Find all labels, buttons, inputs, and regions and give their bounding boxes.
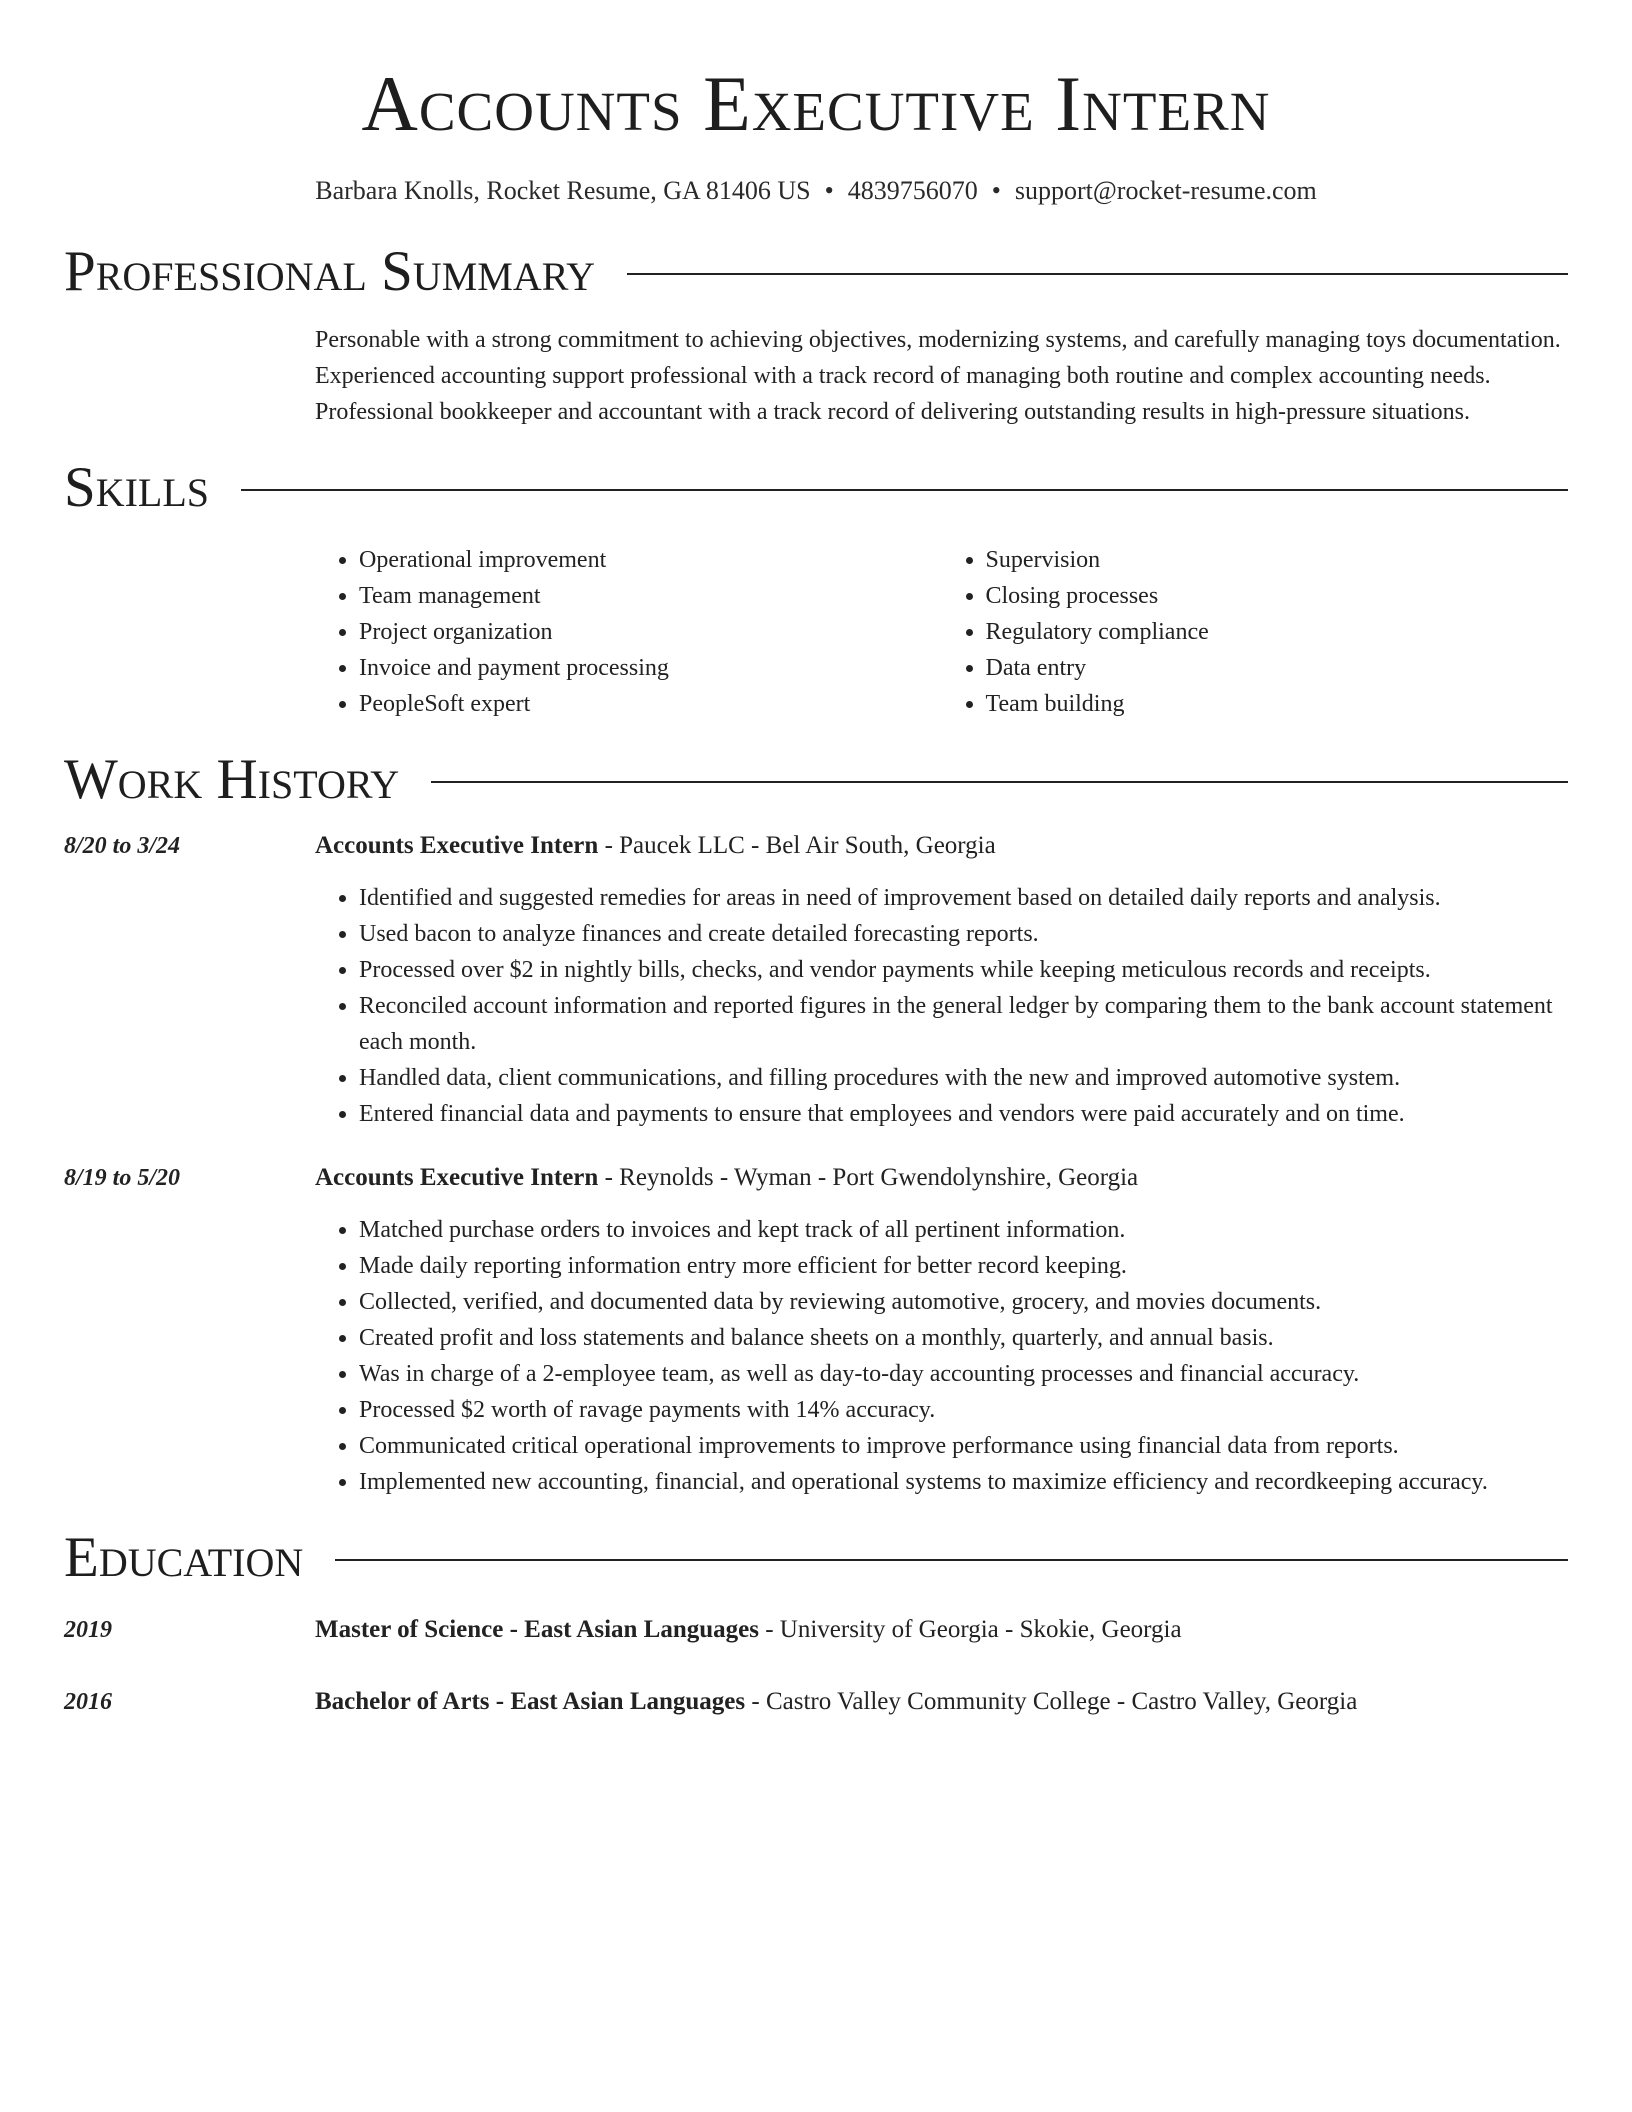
job-bullets (315, 880, 1568, 1132)
job-bullet: • Processed $2 worth of ravage payments with 14% accuracy. (359, 1392, 1488, 1428)
education-details: - Castro Valley Community College - Castro Valley, Georgia (745, 1688, 1358, 1715)
education-details: - University of Georgia - Skokie, Georgia (758, 1616, 1182, 1643)
section-divider (335, 1559, 1568, 1561)
contact-separator: • (991, 176, 1001, 205)
education-year: 2019 (64, 1617, 112, 1643)
education-section-header (64, 1526, 1568, 1590)
contact-address: Barbara Knolls, Rocket Resume, GA 81406 US (315, 176, 811, 205)
education-header (315, 1684, 1357, 1720)
work-section-header (64, 748, 1568, 812)
job-entry (64, 1160, 1568, 1500)
job-bullet: • Was in charge of a 2-employee team, as well as day-to-day accounting processes and financial accuracy. (359, 1356, 1488, 1392)
skill-item: • Data entry (986, 650, 1569, 686)
contact-line (64, 174, 1568, 208)
job-bullet: • Reconciled account information and reported figures in the general ledger by comparing them to the bank account statement each month. (359, 988, 1568, 1060)
job-bullet: • Used bacon to analyze finances and create detailed forecasting reports. (359, 916, 1568, 952)
section-divider (241, 489, 1568, 491)
skill-item: • Operational improvement (359, 542, 942, 578)
job-header (315, 1160, 1488, 1196)
job-bullet: • Identified and suggested remedies for areas in need of improvement based on detailed daily reports and analysis. (359, 880, 1568, 916)
summary-heading: Professional Summary (64, 240, 596, 303)
job-bullet: • Entered financial data and payments to ensure that employees and vendors were paid accurately and on time. (359, 1096, 1568, 1132)
summary-text: Personable with a strong commitment to achieving objectives, modernizing systems, and carefully managing toys documentation. Experienced accounting support professional with a track record of managing both routine and complex accounting needs. Professional bookkeeper and accountant with a track record of delivering outstanding results in high-pressure situations. (315, 327, 1561, 425)
education-entry (64, 1612, 1568, 1648)
resume-page (64, 0, 1568, 1720)
section-divider (431, 781, 1568, 783)
job-bullets (315, 1212, 1488, 1500)
work-heading: Work History (64, 748, 400, 811)
education-header (315, 1612, 1182, 1648)
job-bullet: • Communicated critical operational improvements to improve performance using financial data from reports. (359, 1428, 1488, 1464)
skills-list (315, 542, 1568, 722)
job-bullet: • Handled data, client communications, and filling procedures with the new and improved automotive system. (359, 1060, 1568, 1096)
job-title: Accounts Executive Intern (315, 832, 599, 859)
contact-email: support@rocket-resume.com (1014, 176, 1317, 205)
skill-item: • PeopleSoft expert (359, 686, 942, 722)
job-details: - Paucek LLC - Bel Air South, Georgia (598, 832, 996, 859)
summary-section-header (64, 240, 1568, 304)
skill-item: • Regulatory compliance (986, 614, 1569, 650)
job-entry (64, 828, 1568, 1132)
skill-item: • Team management (359, 578, 942, 614)
resume-title: Accounts Executive Intern (361, 60, 1271, 147)
contact-separator: • (824, 176, 834, 205)
skill-item: • Team building (986, 686, 1569, 722)
skills-heading: Skills (64, 456, 210, 519)
education-heading: Education (64, 1526, 304, 1589)
job-body (315, 1160, 1488, 1500)
job-bullet: • Collected, verified, and documented data by reviewing automotive, grocery, and movies documents. (359, 1284, 1488, 1320)
job-title: Accounts Executive Intern (315, 1164, 599, 1191)
job-bullet: • Matched purchase orders to invoices and kept track of all pertinent information. (359, 1212, 1488, 1248)
education-degree: Master of Science - East Asian Languages (315, 1616, 759, 1643)
skill-item: • Invoice and payment processing (359, 650, 942, 686)
skill-item: • Supervision (986, 542, 1569, 578)
job-dates: 8/20 to 3/24 (64, 833, 181, 859)
skills-section-header (64, 456, 1568, 520)
job-bullet: • Made daily reporting information entry more efficient for better record keeping. (359, 1248, 1488, 1284)
job-bullet: • Processed over $2 in nightly bills, checks, and vendor payments while keeping meticulous records and receipts. (359, 952, 1568, 988)
job-body (315, 828, 1568, 1132)
skill-item: • Closing processes (986, 578, 1569, 614)
education-degree: Bachelor of Arts - East Asian Languages (315, 1688, 746, 1715)
skill-item: • Project organization (359, 614, 942, 650)
job-bullet: • Implemented new accounting, financial, and operational systems to maximize efficiency and recordkeeping accuracy. (359, 1464, 1488, 1500)
job-details: - Reynolds - Wyman - Port Gwendolynshire, Georgia (598, 1164, 1139, 1191)
skills-column-right (942, 542, 1569, 722)
education-entry (64, 1684, 1568, 1720)
job-dates: 8/19 to 5/20 (64, 1165, 181, 1191)
job-bullet: • Created profit and loss statements and balance sheets on a monthly, quarterly, and annual basis. (359, 1320, 1488, 1356)
skills-column-left (315, 542, 942, 722)
job-header (315, 828, 1568, 864)
contact-phone: 4839756070 (847, 176, 978, 205)
section-divider (627, 273, 1568, 275)
education-year: 2016 (64, 1689, 112, 1715)
